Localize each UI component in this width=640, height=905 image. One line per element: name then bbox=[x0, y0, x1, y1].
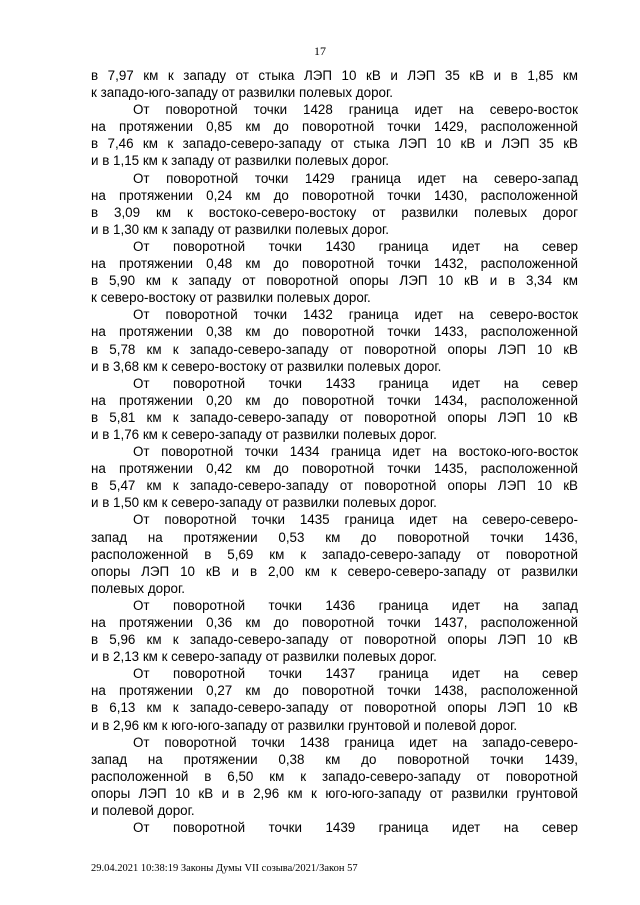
text-line: и в 1,30 км к западу от развилки полевых дорог. bbox=[91, 221, 389, 237]
text-line: От поворотной точки 1434 граница идет на востоко-юго-восток bbox=[133, 444, 578, 460]
text-line: запад на протяжении 0,38 км до поворотной точки 1439, bbox=[91, 751, 578, 767]
text-line: в 5,90 км к западу от поворотной опоры ЛЭП 10 кВ и в 3,34 км bbox=[91, 273, 578, 289]
text-line: От поворотной точки 1438 граница идет на западо-северо- bbox=[133, 734, 578, 750]
text-line: на протяжении 0,48 км до поворотной точки 1432, расположенной bbox=[91, 256, 578, 272]
text-line: в 5,47 км к западо-северо-западу от поворотной опоры ЛЭП 10 кВ bbox=[91, 478, 578, 494]
footer-stamp: 29.04.2021 10:38:19 Законы Думы VII созыва/2021/Закон 57 bbox=[91, 863, 358, 874]
text-line: на протяжении 0,27 км до поворотной точки 1438, расположенной bbox=[91, 683, 578, 699]
text-line: От поворотной точки 1433 граница идет на север bbox=[133, 375, 578, 391]
text-line: в 5,78 км к западо-северо-западу от поворотной опоры ЛЭП 10 кВ bbox=[91, 341, 578, 357]
text-line: опоры ЛЭП 10 кВ и в 2,00 км к северо-северо-западу от развилки bbox=[91, 563, 578, 579]
text-line: и в 1,76 км к северо-западу от развилки полевых дорог. bbox=[91, 426, 437, 442]
text-line: и в 1,50 км к северо-западу от развилки полевых дорог. bbox=[91, 495, 437, 511]
text-line: От поворотной точки 1437 граница идет на север bbox=[133, 666, 578, 682]
text-line: к северо-востоку от развилки полевых дорог. bbox=[91, 290, 371, 306]
text-line: От поворотной точки 1430 граница идет на север bbox=[133, 238, 578, 254]
text-line: на протяжении 0,38 км до поворотной точки 1433, расположенной bbox=[91, 324, 578, 340]
text-line: в 3,09 км к востоко-северо-востоку от развилки полевых дорог bbox=[91, 204, 578, 220]
text-line: От поворотной точки 1428 граница идет на северо-восток bbox=[133, 102, 578, 118]
text-line: и в 2,13 км к северо-западу от развилки полевых дорог. bbox=[91, 649, 437, 665]
text-line: в 7,46 км к западо-северо-западу от стыка ЛЭП 10 кВ и ЛЭП 35 кВ bbox=[91, 136, 578, 152]
text-line: на протяжении 0,24 км до поворотной точки 1430, расположенной bbox=[91, 187, 578, 203]
text-line: От поворотной точки 1429 граница идет на северо-запад bbox=[133, 170, 578, 186]
text-line: и в 3,68 км к северо-востоку от развилки полевых дорог. bbox=[91, 358, 442, 374]
text-line: на протяжении 0,42 км до поворотной точки 1435, расположенной bbox=[91, 461, 578, 477]
text-line: От поворотной точки 1435 граница идет на северо-северо- bbox=[133, 512, 578, 528]
text-line: расположенной в 5,69 км к западо-северо-западу от поворотной bbox=[91, 546, 578, 562]
text-line: и полевой дорог. bbox=[91, 803, 195, 819]
page-number: 17 bbox=[314, 44, 326, 58]
text-line: опоры ЛЭП 10 кВ и в 2,96 км к юго-юго-западу от развилки грунтовой bbox=[91, 785, 578, 801]
text-line: в 6,13 км к западо-северо-западу от поворотной опоры ЛЭП 10 кВ bbox=[91, 700, 578, 716]
text-line: к западо-юго-западу от развилки полевых дорог. bbox=[91, 85, 393, 101]
text-line: От поворотной точки 1439 граница идет на север bbox=[133, 820, 578, 836]
text-line: полевых дорог. bbox=[91, 580, 185, 596]
text-line: на протяжении 0,36 км до поворотной точки 1437, расположенной bbox=[91, 615, 578, 630]
text-line: на протяжении 0,85 км до поворотной точки 1429, расположенной bbox=[91, 119, 578, 135]
text-line: в 7,97 км к западу от стыка ЛЭП 10 кВ и ЛЭП 35 кВ и в 1,85 км bbox=[91, 68, 578, 83]
document-body bbox=[91, 67, 578, 836]
text-line: в 5,96 км к западо-северо-западу от поворотной опоры ЛЭП 10 кВ bbox=[91, 632, 578, 648]
text-line: запад на протяжении 0,53 км до поворотной точки 1436, bbox=[91, 529, 578, 545]
text-line: От поворотной точки 1432 граница идет на северо-восток bbox=[133, 307, 578, 323]
text-line: и в 2,96 км к юго-юго-западу от развилки грунтовой и полевой дорог. bbox=[91, 717, 518, 733]
text-line: От поворотной точки 1436 граница идет на запад bbox=[133, 597, 578, 613]
text-line: расположенной в 6,50 км к западо-северо-западу от поворотной bbox=[91, 768, 578, 784]
text-line: в 5,81 км к западо-северо-западу от поворотной опоры ЛЭП 10 кВ bbox=[91, 409, 578, 425]
text-line: на протяжении 0,20 км до поворотной точки 1434, расположенной bbox=[91, 392, 578, 408]
text-line: и в 1,15 км к западу от развилки полевых дорог. bbox=[91, 153, 389, 169]
